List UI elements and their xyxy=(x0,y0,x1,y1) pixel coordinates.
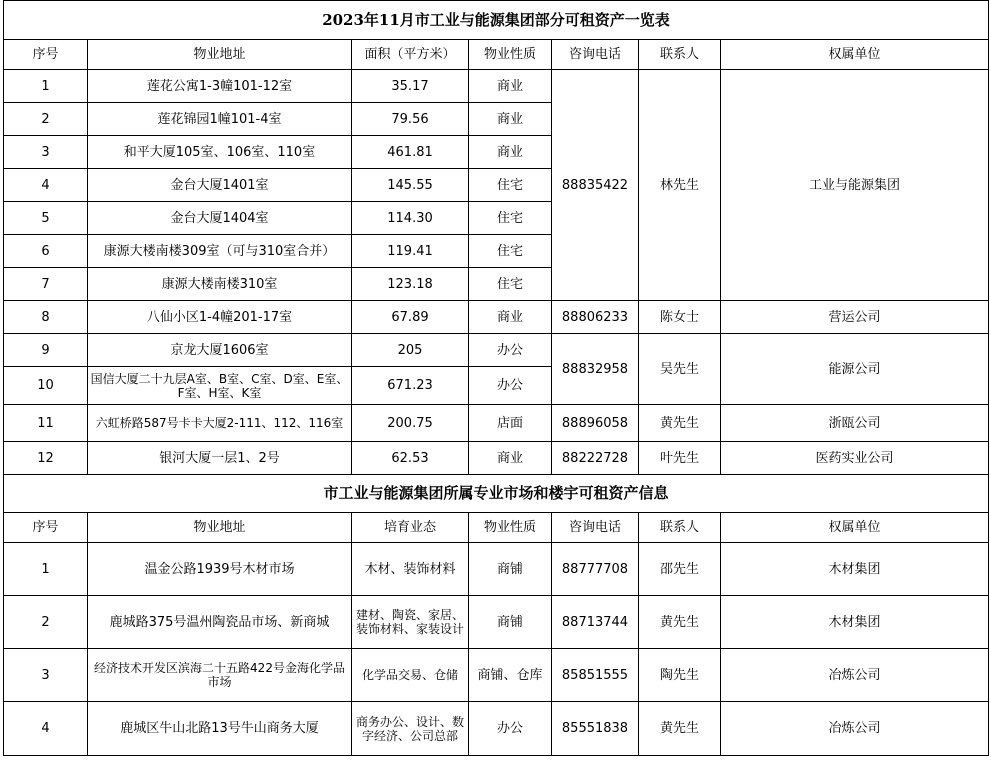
row-no: 12 xyxy=(4,442,88,475)
row-area: 67.89 xyxy=(352,301,469,334)
group-contact: 黄先生 xyxy=(639,405,721,442)
row-type: 商业 xyxy=(469,136,552,169)
row-address: 莲花锦园1幢101-4室 xyxy=(88,103,352,136)
row-phone: 88777708 xyxy=(552,543,639,596)
header-contact: 联系人 xyxy=(639,513,721,543)
row-type: 商业 xyxy=(469,442,552,475)
rental-assets-table xyxy=(3,0,989,756)
row-business: 建材、陶瓷、家居、装饰材料、家装设计 xyxy=(352,596,469,649)
row-no: 3 xyxy=(4,136,88,169)
row-area: 62.53 xyxy=(352,442,469,475)
row-no: 2 xyxy=(4,103,88,136)
row-area: 671.23 xyxy=(352,367,469,405)
row-type: 办公 xyxy=(469,702,552,756)
row-no: 1 xyxy=(4,70,88,103)
group-owner: 能源公司 xyxy=(721,334,989,405)
group-phone: 88222728 xyxy=(552,442,639,475)
header-business: 培育业态 xyxy=(352,513,469,543)
group-phone: 88896058 xyxy=(552,405,639,442)
header-no: 序号 xyxy=(4,513,88,543)
row-no: 7 xyxy=(4,268,88,301)
row-no: 5 xyxy=(4,202,88,235)
group-contact: 叶先生 xyxy=(639,442,721,475)
header-phone: 咨询电话 xyxy=(552,513,639,543)
row-no: 8 xyxy=(4,301,88,334)
group-phone: 88835422 xyxy=(552,70,639,301)
table-row xyxy=(4,649,989,702)
table-row xyxy=(4,334,989,367)
header-owner: 权属单位 xyxy=(721,40,989,70)
table2-header-row xyxy=(4,513,989,543)
row-owner: 木材集团 xyxy=(721,543,989,596)
group-phone: 88832958 xyxy=(552,334,639,405)
row-type: 商铺、仓库 xyxy=(469,649,552,702)
row-owner: 木材集团 xyxy=(721,596,989,649)
row-contact: 黄先生 xyxy=(639,702,721,756)
table-row xyxy=(4,596,989,649)
row-area: 119.41 xyxy=(352,235,469,268)
row-no: 2 xyxy=(4,596,88,649)
row-phone: 85551838 xyxy=(552,702,639,756)
group-owner: 浙瓯公司 xyxy=(721,405,989,442)
row-type: 商业 xyxy=(469,301,552,334)
row-owner: 冶炼公司 xyxy=(721,649,989,702)
row-area: 461.81 xyxy=(352,136,469,169)
header-contact: 联系人 xyxy=(639,40,721,70)
row-address: 京龙大厦1606室 xyxy=(88,334,352,367)
row-type: 商铺 xyxy=(469,543,552,596)
group-phone: 88806233 xyxy=(552,301,639,334)
row-address: 和平大厦105室、106室、110室 xyxy=(88,136,352,169)
table1-title: 2023年11月市工业与能源集团部分可租资产一览表 xyxy=(4,1,989,40)
row-no: 4 xyxy=(4,702,88,756)
row-type: 商铺 xyxy=(469,596,552,649)
header-address: 物业地址 xyxy=(88,40,352,70)
row-type: 住宅 xyxy=(469,202,552,235)
header-address: 物业地址 xyxy=(88,513,352,543)
row-no: 4 xyxy=(4,169,88,202)
group-owner: 医药实业公司 xyxy=(721,442,989,475)
row-address: 鹿城区牛山北路13号牛山商务大厦 xyxy=(88,702,352,756)
group-owner: 工业与能源集团 xyxy=(721,70,989,301)
row-type: 住宅 xyxy=(469,169,552,202)
row-address: 鹿城路375号温州陶瓷品市场、新商城 xyxy=(88,596,352,649)
row-area: 205 xyxy=(352,334,469,367)
header-no: 序号 xyxy=(4,40,88,70)
row-business: 化学品交易、仓储 xyxy=(352,649,469,702)
row-business: 木材、装饰材料 xyxy=(352,543,469,596)
row-phone: 88713744 xyxy=(552,596,639,649)
row-type: 商业 xyxy=(469,103,552,136)
table2-title: 市工业与能源集团所属专业市场和楼宇可租资产信息 xyxy=(4,475,989,513)
header-owner: 权属单位 xyxy=(721,513,989,543)
row-address: 温金公路1939号木材市场 xyxy=(88,543,352,596)
row-area: 123.18 xyxy=(352,268,469,301)
row-address: 康源大楼南楼309室（可与310室合并） xyxy=(88,235,352,268)
header-phone: 咨询电话 xyxy=(552,40,639,70)
group-owner: 营运公司 xyxy=(721,301,989,334)
row-address: 银河大厦一层1、2号 xyxy=(88,442,352,475)
row-no: 3 xyxy=(4,649,88,702)
table-row xyxy=(4,543,989,596)
row-area: 35.17 xyxy=(352,70,469,103)
row-address: 康源大楼南楼310室 xyxy=(88,268,352,301)
header-type: 物业性质 xyxy=(469,513,552,543)
row-address: 六虹桥路587号卡卡大厦2-111、112、116室 xyxy=(88,405,352,442)
row-area: 114.30 xyxy=(352,202,469,235)
group-contact: 陈女士 xyxy=(639,301,721,334)
group-contact: 吴先生 xyxy=(639,334,721,405)
row-area: 79.56 xyxy=(352,103,469,136)
row-area: 200.75 xyxy=(352,405,469,442)
row-address: 国信大厦二十九层A室、B室、C室、D室、E室、F室、H室、K室 xyxy=(88,367,352,405)
row-type: 商业 xyxy=(469,70,552,103)
row-area: 145.55 xyxy=(352,169,469,202)
row-contact: 黄先生 xyxy=(639,596,721,649)
row-address: 八仙小区1-4幢201-17室 xyxy=(88,301,352,334)
row-address: 经济技术开发区滨海二十五路422号金海化学品市场 xyxy=(88,649,352,702)
row-type: 办公 xyxy=(469,367,552,405)
row-business: 商务办公、设计、数字经济、公司总部 xyxy=(352,702,469,756)
table-row xyxy=(4,70,989,103)
row-address: 金台大厦1401室 xyxy=(88,169,352,202)
row-type: 住宅 xyxy=(469,268,552,301)
row-type: 店面 xyxy=(469,405,552,442)
row-address: 金台大厦1404室 xyxy=(88,202,352,235)
header-area: 面积（平方米） xyxy=(352,40,469,70)
row-contact: 邵先生 xyxy=(639,543,721,596)
row-no: 1 xyxy=(4,543,88,596)
row-contact: 陶先生 xyxy=(639,649,721,702)
row-type: 住宅 xyxy=(469,235,552,268)
header-type: 物业性质 xyxy=(469,40,552,70)
row-owner: 冶炼公司 xyxy=(721,702,989,756)
row-no: 6 xyxy=(4,235,88,268)
table1-header-row xyxy=(4,40,989,70)
row-no: 11 xyxy=(4,405,88,442)
group-contact: 林先生 xyxy=(639,70,721,301)
row-phone: 85851555 xyxy=(552,649,639,702)
table-row xyxy=(4,702,989,756)
row-address: 莲花公寓1-3幢101-12室 xyxy=(88,70,352,103)
table-row xyxy=(4,442,989,475)
row-no: 9 xyxy=(4,334,88,367)
row-type: 办公 xyxy=(469,334,552,367)
table-row xyxy=(4,301,989,334)
table-row xyxy=(4,405,989,442)
row-no: 10 xyxy=(4,367,88,405)
